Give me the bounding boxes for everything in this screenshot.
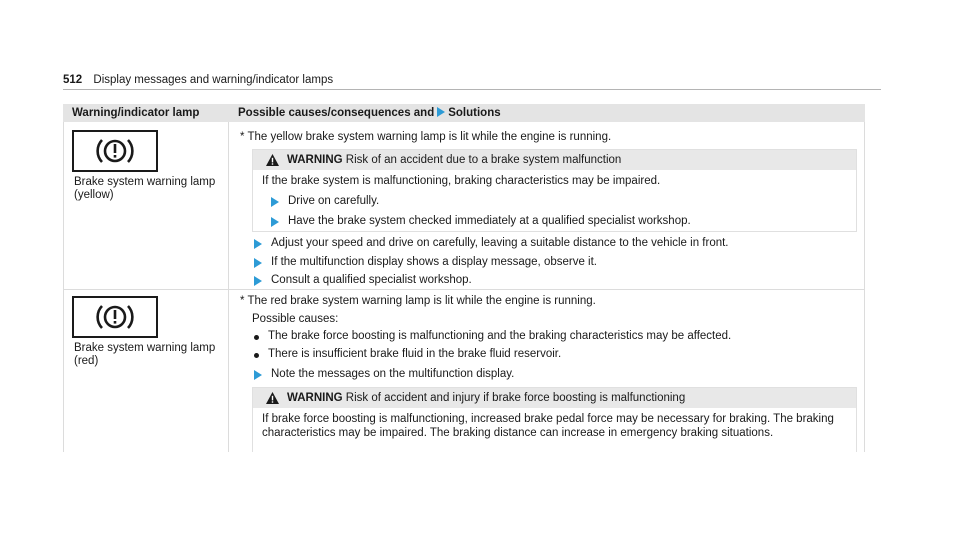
lamp-label-yellow <box>74 176 215 201</box>
table-border-right <box>864 122 865 452</box>
warning-title: WARNING <box>287 392 343 404</box>
warning-body: If the brake system is malfunctioning, braking characteristics may be impaired. <box>262 175 661 187</box>
warning-body-line: If brake force boosting is malfunctioning, increased brake pedal force may be necessary for braking. The braking <box>262 413 834 425</box>
brake-warning-icon <box>72 130 158 172</box>
warning-box <box>252 149 857 232</box>
cause-text: * The red brake system warning lamp is lit while the engine is running. <box>240 295 596 307</box>
warning-triangle-icon <box>266 392 279 404</box>
brake-warning-icon <box>72 296 158 338</box>
bullet-dot-icon <box>254 335 259 340</box>
col-header-causes-text: Possible causes/consequences and <box>238 107 435 119</box>
col-header-causes <box>238 107 501 119</box>
col-header-solutions-text: Solutions <box>448 107 501 119</box>
cause-item: The brake force boosting is malfunctioning and the braking characteristics may be affected. <box>268 330 732 342</box>
table-row-divider <box>63 289 865 290</box>
arrow-icon <box>437 107 445 117</box>
solution-step: If the multifunction display shows a display message, observe it. <box>271 256 597 268</box>
arrow-bullet-icon <box>271 197 279 207</box>
possible-causes-label: Possible causes: <box>252 313 339 325</box>
solution-step: Adjust your speed and drive on carefully, leaving a suitable distance to the vehicle in front. <box>271 237 729 249</box>
warning-subtitle: Risk of accident and injury if brake force boosting is malfunctioning <box>345 392 686 404</box>
warning-title: WARNING <box>287 154 343 166</box>
arrow-bullet-icon <box>254 258 262 268</box>
warning-body-line: characteristics may be impaired. The braking distance can increase in emergency braking situations. <box>262 427 774 439</box>
warning-subtitle: Risk of an accident due to a brake system malfunction <box>345 154 622 166</box>
solution-step: Consult a qualified specialist workshop. <box>271 274 472 286</box>
lamp-label-red <box>74 342 215 367</box>
arrow-bullet-icon <box>271 217 279 227</box>
arrow-bullet-icon <box>254 370 262 380</box>
page-header <box>63 74 333 86</box>
bullet-dot-icon <box>254 353 259 358</box>
table-column-divider <box>228 122 229 452</box>
page-header-title: Display messages and warning/indicator lamps <box>93 74 334 86</box>
lamp-label-line: (yellow) <box>74 188 114 201</box>
col-header-lamp: Warning/indicator lamp <box>72 107 200 119</box>
cause-text: * The yellow brake system warning lamp is lit while the engine is running. <box>240 131 612 143</box>
warning-box <box>252 387 857 452</box>
lamp-label-line: Brake system warning lamp <box>74 342 216 354</box>
arrow-bullet-icon <box>254 239 262 249</box>
solution-step: Note the messages on the multifunction display. <box>271 368 515 380</box>
header-divider <box>63 89 881 90</box>
warning-step: Drive on carefully. <box>288 195 380 207</box>
warning-heading <box>287 392 685 404</box>
lamp-label-line: Brake system warning lamp <box>74 176 216 188</box>
table-border-left <box>63 122 64 452</box>
page-number: 512 <box>63 74 83 86</box>
warning-heading <box>287 154 621 166</box>
warning-triangle-icon <box>266 154 279 166</box>
arrow-bullet-icon <box>254 276 262 286</box>
warning-step: Have the brake system checked immediately at a qualified specialist workshop. <box>288 215 691 227</box>
lamp-table <box>63 104 865 452</box>
cause-item: There is insufficient brake fluid in the brake fluid reservoir. <box>268 348 562 360</box>
lamp-label-line: (red) <box>74 354 99 367</box>
table-header <box>63 104 865 122</box>
